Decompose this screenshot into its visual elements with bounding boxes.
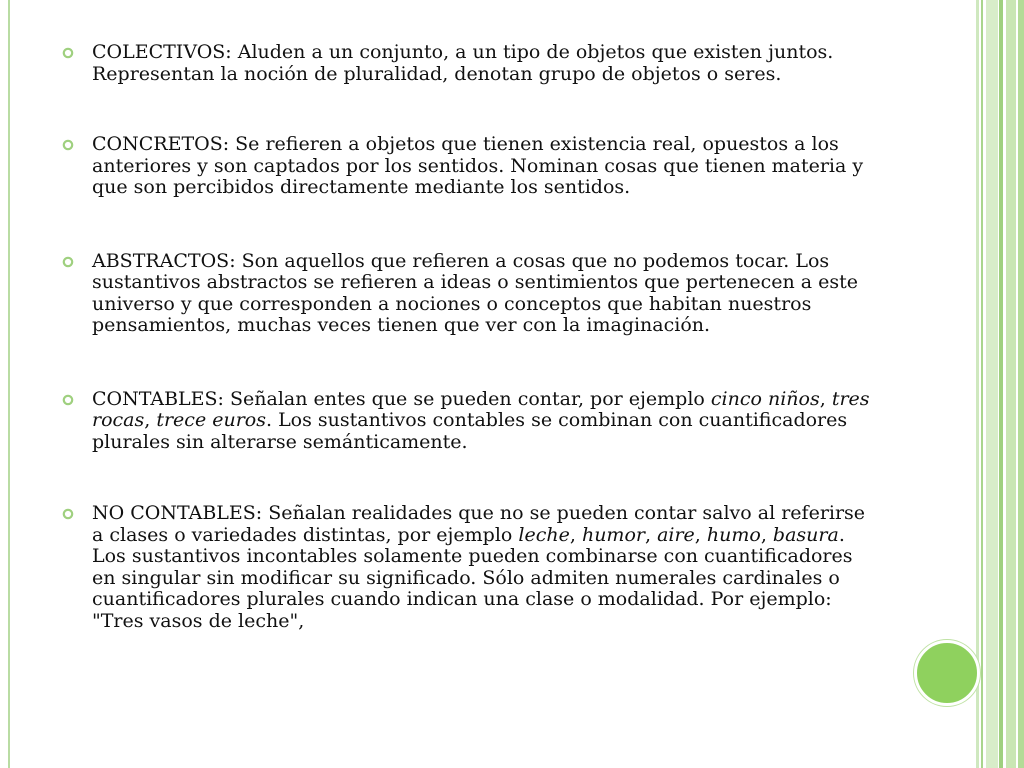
example-word: aire — [657, 523, 695, 546]
bullet-icon — [62, 256, 74, 268]
stripe — [981, 0, 983, 768]
list-item-concretos — [62, 134, 882, 199]
list-item-abstractos — [62, 251, 882, 337]
bullet-icon — [62, 139, 74, 151]
list-item-no-contables — [62, 503, 882, 632]
bullet-list — [62, 42, 882, 632]
right-decorative-stripes — [976, 0, 1024, 768]
stripe — [1018, 0, 1024, 768]
separator: , — [760, 523, 773, 546]
stripe — [986, 0, 998, 768]
example-word: humor — [581, 523, 645, 546]
example-word: cinco niños — [710, 387, 820, 410]
item-text — [92, 388, 870, 453]
bullet-icon — [62, 508, 74, 520]
bullet-icon — [62, 47, 74, 59]
text-part: . Los sustantivos incontables solamente pueden combinarse con cuantificadores en singular sin modificar su significado. Sólo admiten numerales cardinales o cuantificadores plurales cuando indican una clase o modalidad. Por ejemplo: "Tres vasos de leche", — [92, 523, 853, 632]
example-word: basura — [772, 523, 839, 546]
item-text: CONCRETOS: Se refieren a objetos que tienen existencia real, opuestos a los anteriores y son captados por los sentidos. Nominan cosas que tienen materia y que son percibidos directamente mediante los sentidos. — [92, 133, 864, 198]
example-word: leche — [518, 523, 570, 546]
item-text: ABSTRACTOS: Son aquellos que refieren a cosas que no podemos tocar. Los sustantivos abstractos se refieren a ideas o sentimientos que pertenecen a este universo y que corresponden a nociones o conceptos que habitan nuestros pensamientos, muchas veces tienen que ver con la imaginación. — [92, 249, 859, 336]
stripe — [976, 0, 979, 768]
example-word: humo — [706, 523, 761, 546]
separator: , — [694, 523, 707, 546]
separator: , — [569, 523, 582, 546]
text-part: . Los sustantivos contables se combinan con cuantificadores plurales sin alterarse semánticamente. — [92, 409, 848, 453]
separator: , — [819, 387, 832, 410]
item-text: COLECTIVOS: Aluden a un conjunto, a un tipo de objetos que existen juntos. Representan la noción de pluralidad, denotan grupo de objetos o seres. — [92, 41, 834, 85]
example-word: trece euros — [156, 409, 266, 431]
text-part: NO CONTABLES: Señalan realidades que no se pueden contar salvo al referirse a clases o variedades distintas, por ejemplo — [92, 502, 866, 546]
separator: , — [644, 523, 658, 546]
left-border-line — [8, 0, 10, 768]
bullet-icon — [62, 394, 74, 406]
list-item-contables — [62, 389, 882, 454]
stripe — [999, 0, 1003, 768]
decorative-circle — [914, 640, 980, 706]
stripe — [1006, 0, 1016, 768]
separator: , — [144, 409, 157, 431]
text-part: CONTABLES: Señalan entes que se pueden contar, por ejemplo — [92, 387, 711, 410]
item-text — [92, 502, 865, 632]
list-item-colectivos — [62, 42, 882, 85]
example-word: tres rocas — [92, 387, 870, 431]
